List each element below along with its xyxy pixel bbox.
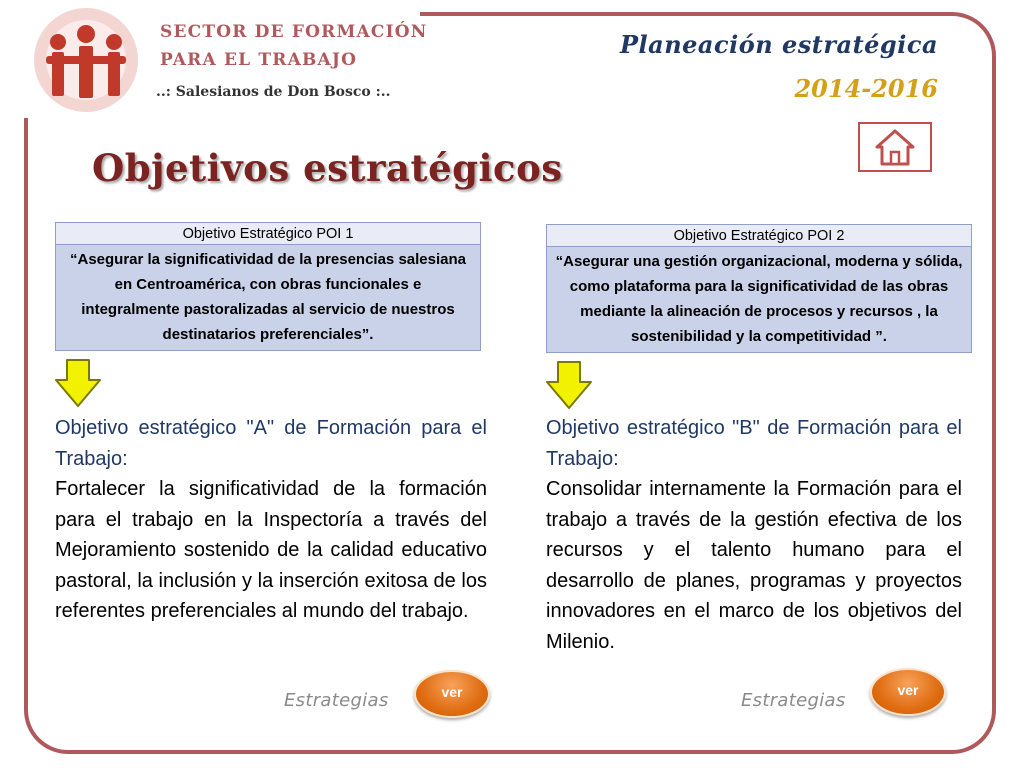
objective-colon: : [122,447,128,470]
objective-heading: Objetivo estratégico "A" de Formación para el Trabajo [55,417,487,470]
poi-box-1 [55,222,481,351]
ver-button-a[interactable]: ver [414,670,490,718]
objective-heading: Objetivo estratégico "B" de Formación para el Trabajo [546,417,962,470]
poi-text: “Asegurar la significatividad de la presencias salesiana en Centroamérica, con obras funcionales e integralmente pastoralizadas al servicio de nuestros destinatarios preferenciales”. [56,245,480,350]
poi-heading: Objetivo Estratégico POI 2 [547,225,971,247]
objective-body: Fortalecer la significatividad de la formación para el trabajo en la Inspectoría a través del Mejoramiento sostenido de la calidad educativo pastoral, la inclusión y la inserción exitosa de los referentes preferenciales al mundo del trabajo. [55,478,487,622]
home-icon [875,128,915,166]
objective-body: Consolidar internamente la Formación para el trabajo a través de la gestión efectiva de los recursos y el talento humano para el desarrollo de planes, programas y proyectos innovadores en el marco de los objetivos del Milenio. [546,478,962,653]
objective-colon: : [613,447,619,470]
poi-box-2 [546,224,972,353]
org-name-line1: SECTOR DE FORMACIÓN [160,22,428,42]
ver-button-b[interactable]: ver [870,668,946,716]
poi-text: “Asegurar una gestión organizacional, moderna y sólida, como plataforma para la significatividad de las obras mediante la alineación de procesos y recursos , la sostenibilidad y la competitividad ”. [547,247,971,352]
logo-icon [22,4,150,116]
org-subtitle: ..: Salesianos de Don Bosco :.. [156,84,391,100]
objective-a [55,413,487,627]
org-name-line2: PARA EL TRABAJO [160,50,358,70]
arrow-down-icon [544,360,594,410]
estrategias-label-b: Estrategias [741,690,846,711]
arrow-down-icon [53,358,103,408]
page-title: Objetivos estratégicos [92,146,563,190]
poi-heading: Objetivo Estratégico POI 1 [56,223,480,245]
plan-title: Planeación estratégica [619,30,938,59]
objective-b [546,413,962,657]
home-button[interactable] [858,122,932,172]
estrategias-label-a: Estrategias [284,690,389,711]
plan-years: 2014-2016 [794,74,938,103]
